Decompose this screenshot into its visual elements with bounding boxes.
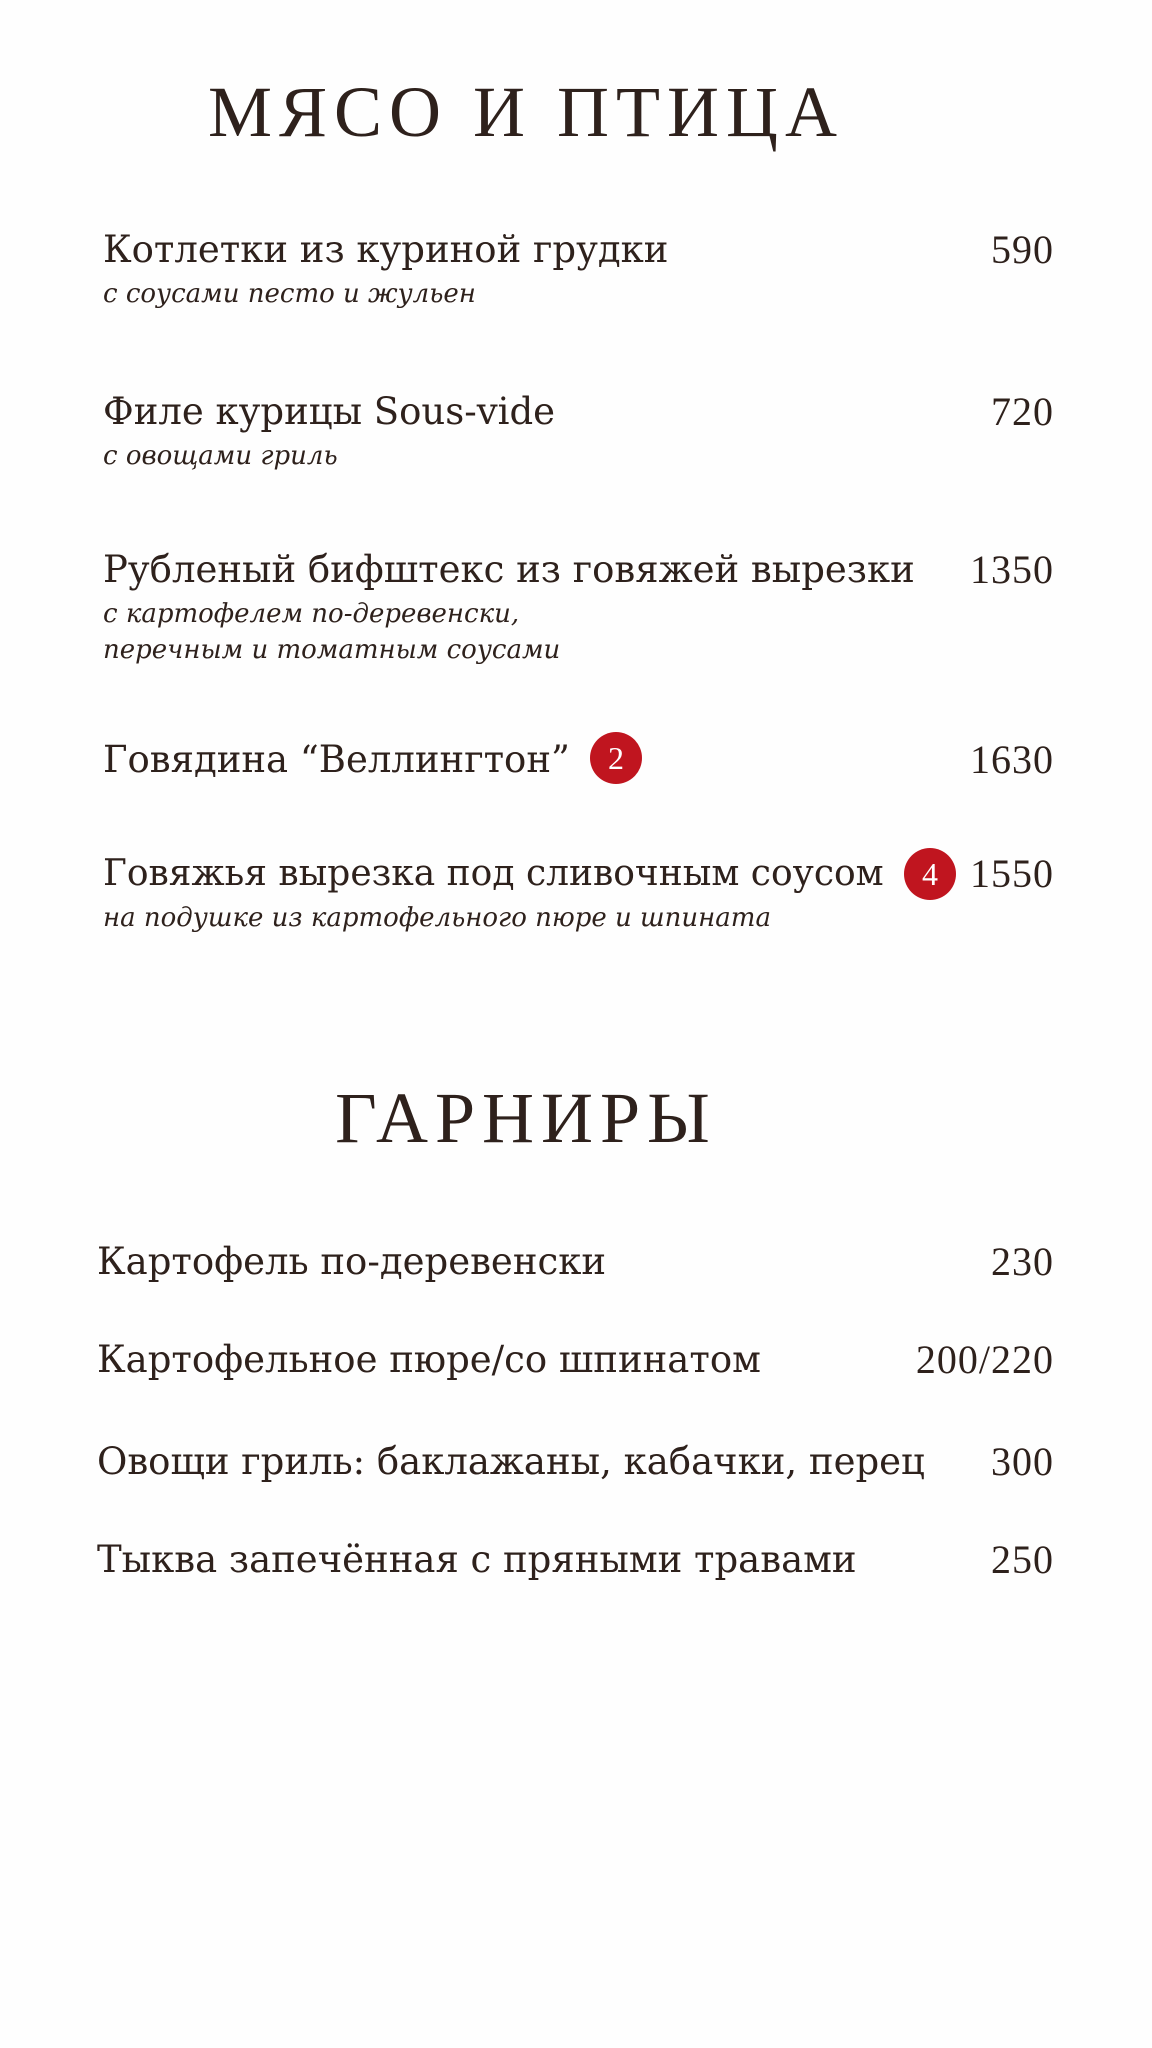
item-description [103, 276, 476, 312]
item-price: 590 [991, 227, 1054, 272]
item-price: 230 [991, 1239, 1054, 1284]
item-name: Котлетки из куриной грудки [103, 228, 669, 271]
item-name: Тыква запечённая с пряными травами [97, 1538, 857, 1581]
item-description [103, 438, 338, 474]
item-name: Картофель по-деревенски [97, 1240, 606, 1283]
item-price: 1550 [970, 851, 1054, 896]
item-description [103, 596, 560, 668]
item-price: 1350 [970, 547, 1054, 592]
portion-badge: 4 [904, 848, 956, 900]
item-description-line: с овощами гриль [103, 441, 338, 471]
item-price: 1630 [970, 737, 1054, 782]
item-description-line: с соусами песто и жульен [103, 279, 476, 309]
section-title-sides: ГАРНИРЫ [335, 1078, 717, 1158]
item-price: 720 [991, 389, 1054, 434]
item-name: Говяжья вырезка под сливочным соусом [103, 853, 884, 894]
item-name: Овощи гриль: баклажаны, кабачки, перец [97, 1440, 925, 1483]
item-price: 300 [991, 1439, 1054, 1484]
item-name: Говядина “Веллингтон” [103, 738, 570, 781]
item-name: Рубленый бифштекс из говяжей вырезки [103, 548, 915, 591]
item-name: Картофельное пюре/со шпинатом [97, 1338, 761, 1381]
item-price: 200/220 [915, 1337, 1054, 1382]
item-description-line: с картофелем по-деревенски, [103, 599, 520, 629]
section-title-meat: МЯСО И ПТИЦА [207, 72, 845, 152]
item-description-line: перечным и томатным соусами [103, 635, 561, 665]
item-description-line: на подушке из картофельного пюре и шпината [103, 903, 771, 933]
item-price: 250 [991, 1537, 1054, 1582]
item-description [103, 900, 771, 936]
portion-badge: 2 [590, 732, 642, 784]
item-name: Филе курицы Sous-vide [103, 390, 556, 433]
